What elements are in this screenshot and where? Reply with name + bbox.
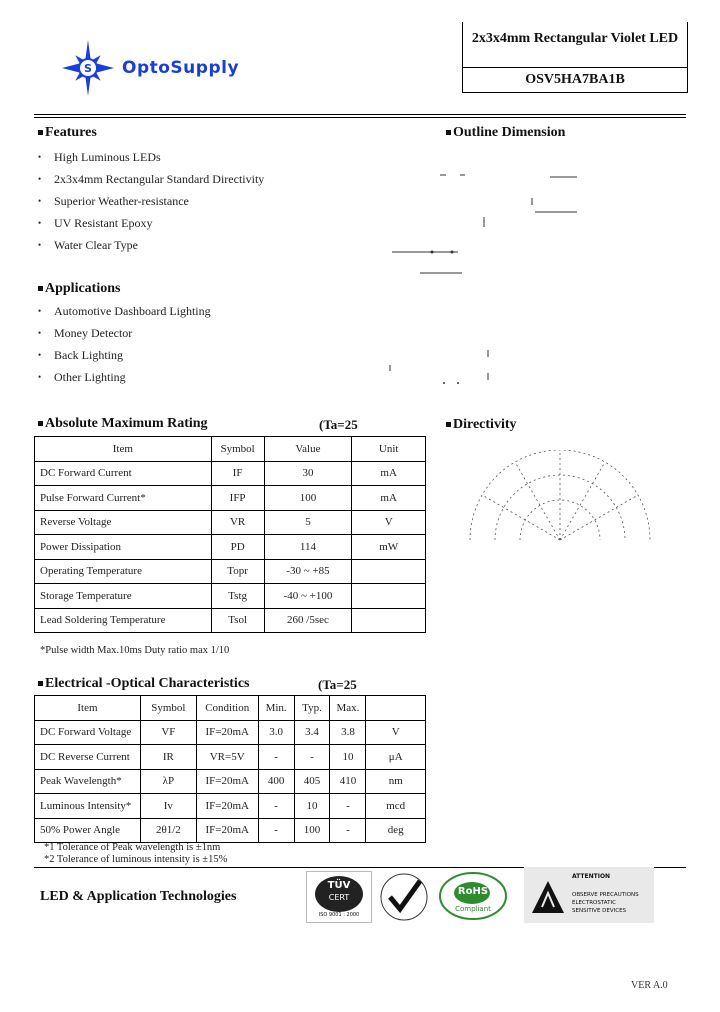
table-row — [35, 486, 426, 511]
title-box — [462, 22, 688, 93]
table-cell: Luminous Intensity* — [35, 794, 141, 819]
table-cell: DC Reverse Current — [35, 745, 141, 770]
table-cell: mA — [352, 461, 426, 486]
list-item: • High Luminous LEDs — [38, 146, 264, 168]
table-cell: 410 — [330, 769, 366, 794]
table-row — [35, 745, 426, 770]
outline-drawing — [380, 165, 590, 395]
abs-max-table — [34, 436, 426, 633]
table-cell: - — [258, 794, 294, 819]
table-cell: IFP — [211, 486, 264, 511]
company-name: LED & Application Technologies — [40, 889, 237, 904]
column-header: Symbol — [140, 696, 196, 721]
header-rule — [34, 114, 686, 115]
table-cell: -40 ~ +100 — [264, 584, 352, 609]
table-cell: 3.8 — [330, 720, 366, 745]
table-cell: VF — [140, 720, 196, 745]
table-cell: 260 /5sec — [264, 608, 352, 633]
list-item: • Water Clear Type — [38, 234, 264, 256]
table-cell: mcd — [366, 794, 426, 819]
bullet-square-icon — [446, 130, 451, 135]
rohs-compliant: Compliant — [455, 905, 491, 913]
column-header: Min. — [258, 696, 294, 721]
bullet-square-icon — [38, 130, 43, 135]
svg-text:S: S — [84, 62, 92, 75]
tuv-cert-badge — [306, 871, 372, 923]
table-row — [35, 818, 426, 843]
table-cell: Tsol — [211, 608, 264, 633]
electro-optical-table — [34, 695, 426, 843]
column-header: Item — [35, 696, 141, 721]
table-row — [35, 535, 426, 560]
tolerance-note-1: *1 Tolerance of Peak wavelength is ±1nm — [44, 842, 221, 853]
table-cell: IF=20mA — [196, 818, 258, 843]
table-cell: VR=5V — [196, 745, 258, 770]
table-cell: 3.4 — [294, 720, 330, 745]
table-cell: PD — [211, 535, 264, 560]
table-cell: 10 — [330, 745, 366, 770]
list-item: • UV Resistant Epoxy — [38, 212, 264, 234]
column-header: Symbol — [211, 437, 264, 462]
table-cell: IF — [211, 461, 264, 486]
column-header: Value — [264, 437, 352, 462]
table-row — [35, 608, 426, 633]
features-heading: Features — [38, 125, 97, 141]
table-cell: IF=20mA — [196, 720, 258, 745]
table-cell: μA — [366, 745, 426, 770]
table-cell: Power Dissipation — [35, 535, 212, 560]
list-item: • Back Lighting — [38, 344, 211, 366]
table-cell: DC Forward Voltage — [35, 720, 141, 745]
table-cell: V — [352, 510, 426, 535]
part-number: OSV5HA7BA1B — [525, 72, 625, 87]
rohs-label: RoHS — [457, 886, 489, 897]
table-row — [35, 769, 426, 794]
table-cell: Peak Wavelength* — [35, 769, 141, 794]
table-row — [35, 794, 426, 819]
attention-text — [572, 891, 639, 915]
table-cell: 114 — [264, 535, 352, 560]
directivity-polar-plot — [460, 450, 660, 550]
attention-line: SENSITIVE DEVICES — [572, 908, 627, 914]
table-row — [35, 510, 426, 535]
star-logo-icon — [58, 38, 118, 98]
title-divider — [463, 67, 687, 68]
esd-warning-icon — [530, 879, 566, 915]
table-row — [35, 461, 426, 486]
abs-max-ta: (Ta=25 — [319, 417, 358, 432]
table-cell: 100 — [294, 818, 330, 843]
table-cell: - — [330, 818, 366, 843]
table-cell: Storage Temperature — [35, 584, 212, 609]
table-cell: IR — [140, 745, 196, 770]
table-cell: VR — [211, 510, 264, 535]
table-cell: mW — [352, 535, 426, 560]
column-header: Max. — [330, 696, 366, 721]
table-cell — [352, 584, 426, 609]
table-cell: nm — [366, 769, 426, 794]
table-row — [35, 720, 426, 745]
table-cell: 30 — [264, 461, 352, 486]
column-header: Unit — [352, 437, 426, 462]
column-header: Item — [35, 437, 212, 462]
table-cell: 2θ1/2 — [140, 818, 196, 843]
table-cell: 3.0 — [258, 720, 294, 745]
table-cell: DC Forward Current — [35, 461, 212, 486]
table-cell: Pulse Forward Current* — [35, 486, 212, 511]
bullet-square-icon — [38, 421, 43, 426]
table-header-row — [35, 437, 426, 462]
rohs-badge — [438, 871, 508, 921]
list-item: • Money Detector — [38, 322, 211, 344]
table-header-row — [35, 696, 426, 721]
tuv-cert: CERT — [328, 893, 350, 902]
list-item: • 2x3x4mm Rectangular Standard Directivity — [38, 168, 264, 190]
attention-line: ELECTROSTATIC — [572, 900, 616, 906]
list-item: • Other Lighting — [38, 366, 211, 388]
table-cell: V — [366, 720, 426, 745]
brand-name: OptoSupply — [122, 58, 240, 78]
quality-check-badge-icon — [378, 871, 430, 923]
column-header — [366, 696, 426, 721]
table-cell: -30 ~ +85 — [264, 559, 352, 584]
table-cell: 50% Power Angle — [35, 818, 141, 843]
tuv-iso: ISO 9001 : 2000 — [318, 912, 360, 918]
attention-title: ATTENTION — [572, 873, 611, 880]
bullet-square-icon — [446, 422, 451, 427]
column-header: Typ. — [294, 696, 330, 721]
table-cell: IF=20mA — [196, 794, 258, 819]
table-row — [35, 584, 426, 609]
table-cell: - — [294, 745, 330, 770]
directivity-heading: Directivity — [446, 417, 517, 433]
table-cell: 10 — [294, 794, 330, 819]
version-label: VER A.0 — [631, 980, 668, 991]
electro-optical-heading: Electrical -Optical Characteristics — [38, 676, 249, 692]
tolerance-note-2: *2 Tolerance of luminous intensity is ±15% — [44, 854, 228, 865]
brand-logo — [58, 38, 273, 98]
table-cell: λP — [140, 769, 196, 794]
table-cell: Reverse Voltage — [35, 510, 212, 535]
table-cell: IF=20mA — [196, 769, 258, 794]
esd-attention-box — [524, 867, 654, 923]
table-cell: Topr — [211, 559, 264, 584]
table-cell: deg — [366, 818, 426, 843]
tuv-label: TÜV — [327, 880, 351, 891]
table-cell: Tstg — [211, 584, 264, 609]
attention-line: OBSERVE PRECAUTIONS — [572, 892, 639, 898]
table-cell: - — [258, 818, 294, 843]
table-cell: - — [258, 745, 294, 770]
table-cell — [352, 608, 426, 633]
table-cell: 100 — [264, 486, 352, 511]
table-cell: mA — [352, 486, 426, 511]
bullet-square-icon — [38, 286, 43, 291]
features-list — [38, 146, 264, 256]
table-cell: Operating Temperature — [35, 559, 212, 584]
outline-heading: Outline Dimension — [446, 125, 565, 141]
list-item: • Automotive Dashboard Lighting — [38, 300, 211, 322]
list-item: • Superior Weather-resistance — [38, 190, 264, 212]
applications-heading: Applications — [38, 281, 120, 297]
table-cell — [352, 559, 426, 584]
table-cell: Lead Soldering Temperature — [35, 608, 212, 633]
bullet-square-icon — [38, 681, 43, 686]
table-cell: - — [330, 794, 366, 819]
table-cell: Iv — [140, 794, 196, 819]
table-cell: 405 — [294, 769, 330, 794]
header-rule-2 — [34, 117, 686, 118]
column-header: Condition — [196, 696, 258, 721]
applications-list — [38, 300, 211, 388]
electro-optical-ta: (Ta=25 — [318, 677, 357, 692]
product-title: 2x3x4mm Rectangular Violet LED — [471, 31, 679, 46]
abs-max-note: *Pulse width Max.10ms Duty ratio max 1/10 — [40, 645, 230, 656]
table-cell: 400 — [258, 769, 294, 794]
table-cell: 5 — [264, 510, 352, 535]
abs-max-heading: Absolute Maximum Rating — [38, 416, 208, 432]
table-row — [35, 559, 426, 584]
